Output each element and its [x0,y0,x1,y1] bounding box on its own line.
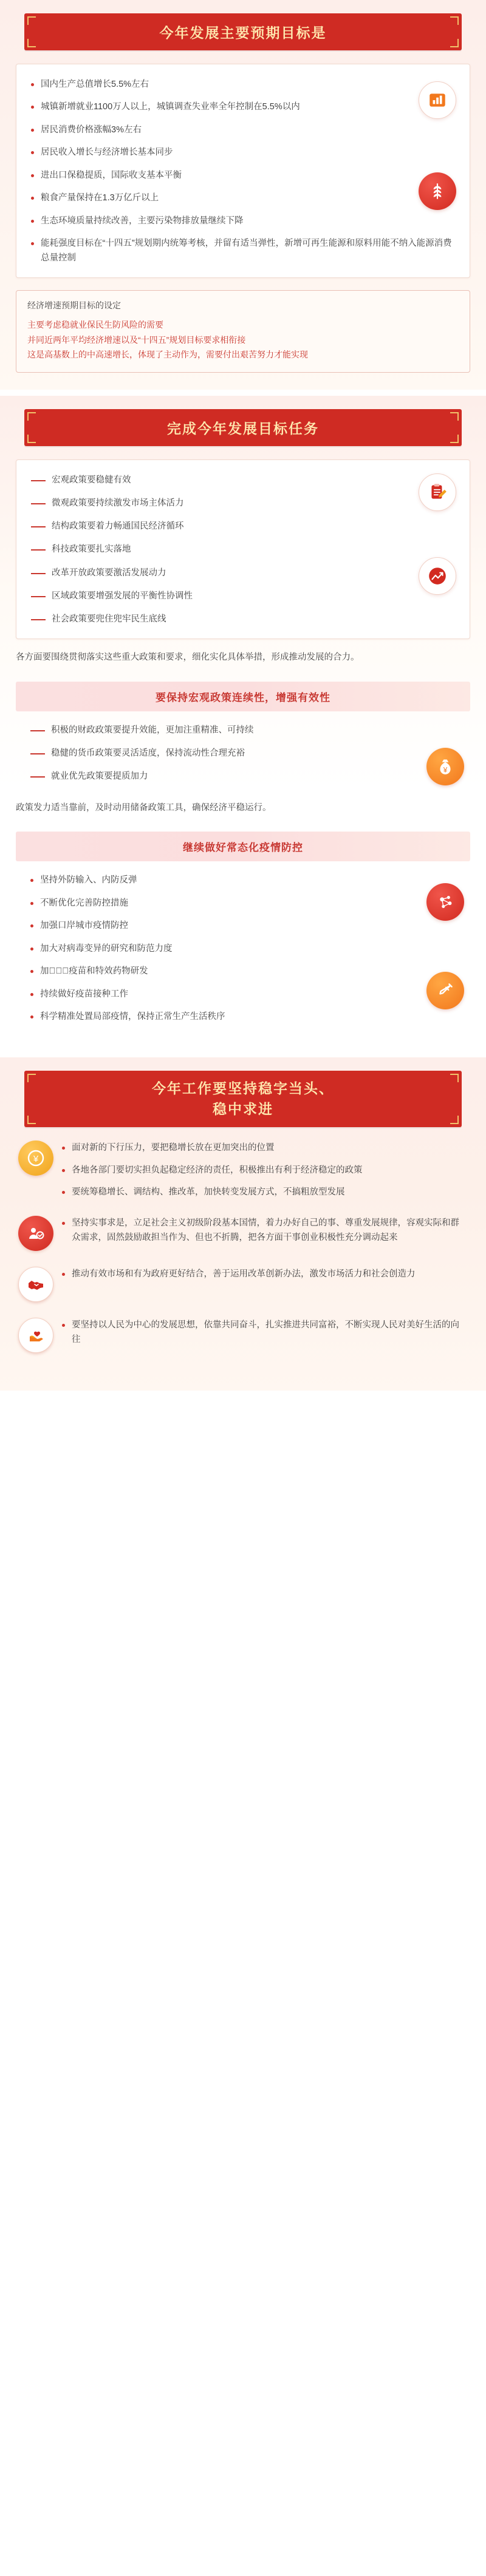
list-line: 要坚持以人民为中心的发展思想，依靠共同奋斗，扎实推进共同富裕，不断实现人民对美好生活的向往 [62,1318,468,1347]
list-item: 社会政策要兜住兜牢民生底线 [31,612,455,626]
list-item [18,1216,468,1251]
note-line: 并同近两年平均经济增速以及“十四五”规划目标要求相衔接 [27,334,246,345]
list-item-text [62,1216,468,1246]
subsection-epidemic-heading: 继续做好常态化疫情防控 [16,832,470,861]
list-item: 城镇新增就业1100万人以上，城镇调查失业率全年控制在5.5%以内 [31,100,455,114]
corner-decoration-icon [27,435,36,443]
subsection-macro-policy-card [16,720,470,790]
syringe-icon [426,972,464,1009]
section-2-dash-list [31,473,455,626]
list-item [18,1318,468,1353]
subsection-macro-policy-heading: 要保持宏观政策连续性，增强有效性 [16,682,470,711]
list-item [18,1267,468,1302]
section-1-bullet-list [31,78,455,265]
section-2-paragraph: 各方面要围绕贯彻落实这些重大政策和要求，细化实化具体举措，形成推动发展的合力。 [16,652,360,663]
corner-decoration-icon [450,435,459,443]
list-item: 微观政策要持续激发市场主体活力 [31,497,455,510]
list-item: 能耗强度目标在“十四五”规划期内统筹考核，并留有适当弹性，新增可再生能源和原料用能不纳入能源消费总量控制 [31,237,455,265]
section-tasks [0,396,486,1051]
list-item: 宏观政策要稳健有效 [31,473,455,487]
note-line: 这是高基数上的中高速增长，体现了主动作为，需要付出艰苦努力才能实现 [27,350,308,360]
section-divider [0,1051,486,1057]
corner-decoration-icon [27,412,36,421]
list-item: 就业优先政策要提质加力 [30,770,401,784]
list-item: 居民收入增长与经济增长基本同步 [31,146,455,160]
list-item: 加快ََ疫苗和特效药物研发 [30,964,401,978]
list-item: 科学精准处置局部疫情，保持正常生产生活秩序 [30,1010,401,1024]
subsection-epidemic-list [30,873,456,1024]
list-item: 稳健的货币政策要灵活适度，保持流动性合理充裕 [30,747,401,761]
section-2-card [16,459,470,639]
list-item-text [62,1318,468,1347]
section-2-title-text: 完成今年发展目标任务 [167,420,319,436]
spacer [0,1031,486,1037]
list-item: 粮食产量保持在1.3万亿斤以上 [31,191,455,205]
section-1-title-text: 今年发展主要预期目标是 [159,25,327,41]
corner-decoration-icon [450,1074,459,1082]
list-item: 生态环境质量持续改善，主要污染物排放量继续下降 [31,214,455,228]
list-item: 居民消费价格涨幅3%左右 [31,123,455,137]
list-item: 国内生产总值增长5.5%左右 [31,78,455,92]
corner-decoration-icon [450,1116,459,1124]
section-goals [0,0,486,390]
section-3-banner-wrap [0,1071,486,1127]
list-item-text [62,1267,468,1282]
handshake-icon [18,1267,53,1302]
goal-setting-note [16,290,470,373]
list-item [18,1141,468,1200]
svg-text:¥: ¥ [443,766,448,774]
people-shield-icon [18,1216,53,1251]
list-line: 要统筹稳增长、调结构、推改革，加快转变发展方式，不搞粗放型发展 [62,1185,468,1200]
list-item: 加强口岸城市疫情防控 [30,919,401,933]
list-item: 进出口保稳提质，国际收支基本平衡 [31,169,455,183]
section-divider [0,390,486,396]
subsection-macro-policy-list [30,724,456,784]
section-2-title [24,409,462,446]
section-1-title [24,13,462,50]
list-item: 持续做好疫苗接种工作 [30,988,401,1002]
list-line: 推动有效市场和有为政府更好结合，善于运用改革创新办法，激发市场活力和社会创造力 [62,1267,468,1282]
list-line: 各地各部门要切实担负起稳定经济的责任，积极推出有利于经济稳定的政策 [62,1163,468,1178]
svg-text:¥: ¥ [33,1153,39,1164]
corner-decoration-icon [450,16,459,25]
note-title: 经济增速预期目标的设定 [27,300,121,311]
corner-decoration-icon [450,412,459,421]
section-3-list [18,1141,468,1353]
corner-decoration-icon [450,39,459,47]
list-item-text [62,1141,468,1200]
virus-molecule-icon [426,883,464,921]
subsection-epidemic-card [16,870,470,1030]
yuan-coin-icon [18,1141,53,1176]
section-3-title-line-1: 今年工作要坚持稳字当头、 [152,1080,334,1096]
hand-heart-icon [18,1318,53,1353]
list-item: 不断优化完善防控措施 [30,897,401,910]
list-item: 区域政策要增强发展的平衡性协调性 [31,589,455,603]
note-line: 主要考虑稳就业保民生防风险的需要 [27,320,163,330]
list-line: 坚持实事求是，立足社会主义初级阶段基本国情，着力办好自己的事、尊重发展规律，容观实际和群众需求，固然鼓励敢担当作为、但也不折腾，把各方面干事创业积极性充分调动起来 [62,1216,468,1246]
list-item: 结构政策要着力畅通国民经济循环 [31,520,455,534]
list-item: 科技政策要扎实落地 [31,543,455,557]
list-item: 积极的财政政策要提升效能，更加注重精准、可持续 [30,724,401,737]
corner-decoration-icon [27,16,36,25]
subsection-macro-policy-paragraph: 政策发力适当靠前，及时动用储备政策工具，确保经济平稳运行。 [16,803,272,813]
corner-decoration-icon [27,1116,36,1124]
section-2-banner-wrap [0,409,486,446]
money-bag-icon [426,748,464,785]
list-line: 面对新的下行压力，要把稳增长放在更加突出的位置 [62,1141,468,1156]
corner-decoration-icon [27,1074,36,1082]
section-3-title [24,1071,462,1127]
section-3-title-line-2: 稳中求进 [213,1101,273,1117]
section-1-card [16,64,470,278]
list-item: 坚持外防输入、内防反弹 [30,873,401,887]
section-steady-progress [0,1057,486,1391]
list-item: 加大对病毒变异的研究和防范力度 [30,942,401,956]
section-1-banner-wrap [0,13,486,50]
corner-decoration-icon [27,39,36,47]
list-item: 改革开放政策要激活发展动力 [31,566,455,580]
